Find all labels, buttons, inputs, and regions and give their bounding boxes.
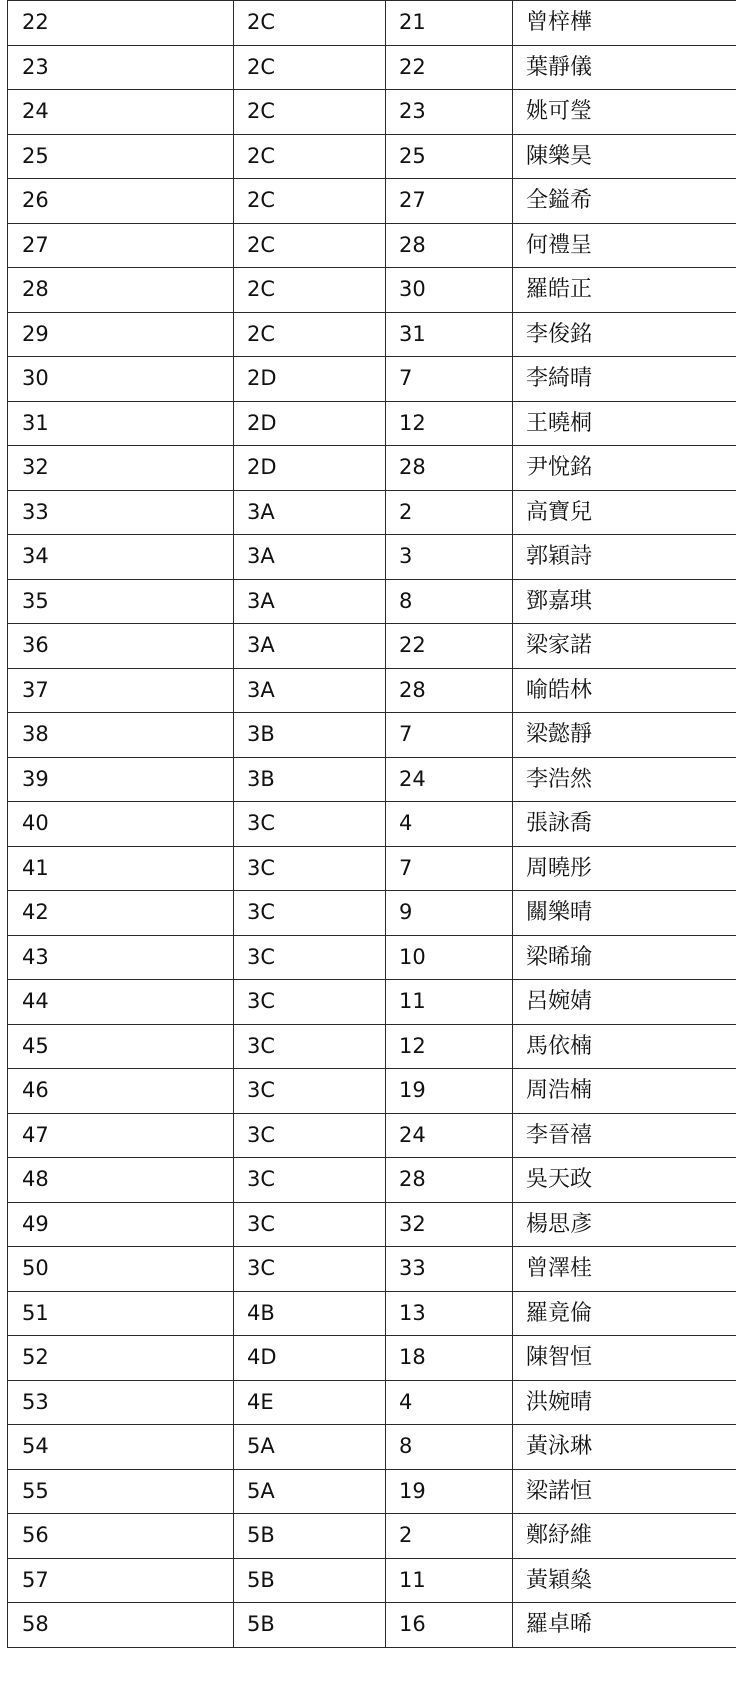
table-row (8, 935, 736, 980)
class-cell: 3C (234, 802, 386, 847)
row-number-cell: 23 (8, 45, 234, 90)
table-row (8, 1514, 736, 1559)
class-cell: 4E (234, 1380, 386, 1425)
table-row (8, 45, 736, 90)
row-number-cell: 49 (8, 1202, 234, 1247)
class-cell: 3B (234, 757, 386, 802)
class-number-cell: 2 (386, 490, 513, 535)
class-cell: 2C (234, 45, 386, 90)
class-number-cell: 31 (386, 312, 513, 357)
row-number-cell: 36 (8, 624, 234, 669)
student-name-cell: 關樂晴 (513, 891, 736, 936)
table-row (8, 357, 736, 402)
table-row (8, 1336, 736, 1381)
student-name-cell: 梁晞瑜 (513, 935, 736, 980)
class-number-cell: 28 (386, 668, 513, 713)
class-cell: 3C (234, 1247, 386, 1292)
table-row (8, 757, 736, 802)
class-number-cell: 30 (386, 268, 513, 313)
class-number-cell: 28 (386, 446, 513, 491)
class-cell: 5A (234, 1425, 386, 1470)
class-number-cell: 22 (386, 45, 513, 90)
table-row (8, 1469, 736, 1514)
row-number-cell: 30 (8, 357, 234, 402)
student-table (7, 0, 736, 1648)
row-number-cell: 54 (8, 1425, 234, 1470)
row-number-cell: 28 (8, 268, 234, 313)
class-cell: 3C (234, 1202, 386, 1247)
row-number-cell: 32 (8, 446, 234, 491)
student-name-cell: 張詠喬 (513, 802, 736, 847)
class-cell: 3A (234, 624, 386, 669)
student-name-cell: 郭穎詩 (513, 535, 736, 580)
row-number-cell: 45 (8, 1024, 234, 1069)
table-row (8, 1202, 736, 1247)
student-name-cell: 何禮呈 (513, 223, 736, 268)
row-number-cell: 41 (8, 846, 234, 891)
table-row (8, 446, 736, 491)
student-name-cell: 周曉彤 (513, 846, 736, 891)
class-cell: 3A (234, 668, 386, 713)
student-name-cell: 梁諾恒 (513, 1469, 736, 1514)
student-name-cell: 鄧嘉琪 (513, 579, 736, 624)
row-number-cell: 24 (8, 90, 234, 135)
table-row (8, 1291, 736, 1336)
class-number-cell: 19 (386, 1469, 513, 1514)
class-number-cell: 7 (386, 713, 513, 758)
student-name-cell: 曾澤桂 (513, 1247, 736, 1292)
student-name-cell: 李浩然 (513, 757, 736, 802)
table-row (8, 802, 736, 847)
class-cell: 3A (234, 535, 386, 580)
row-number-cell: 26 (8, 179, 234, 224)
student-name-cell: 李綺晴 (513, 357, 736, 402)
student-name-cell: 梁家諾 (513, 624, 736, 669)
class-number-cell: 7 (386, 357, 513, 402)
class-number-cell: 28 (386, 1158, 513, 1203)
class-number-cell: 32 (386, 1202, 513, 1247)
row-number-cell: 46 (8, 1069, 234, 1114)
class-cell: 2C (234, 312, 386, 357)
row-number-cell: 50 (8, 1247, 234, 1292)
student-name-cell: 鄭紓維 (513, 1514, 736, 1559)
row-number-cell: 37 (8, 668, 234, 713)
table-row (8, 1, 736, 46)
row-number-cell: 22 (8, 1, 234, 46)
class-number-cell: 13 (386, 1291, 513, 1336)
student-name-cell: 黃穎燊 (513, 1558, 736, 1603)
class-cell: 3C (234, 935, 386, 980)
table-row (8, 312, 736, 357)
student-name-cell: 梁懿靜 (513, 713, 736, 758)
class-cell: 2C (234, 134, 386, 179)
student-name-cell: 葉靜儀 (513, 45, 736, 90)
row-number-cell: 53 (8, 1380, 234, 1425)
table-row (8, 1247, 736, 1292)
student-name-cell: 曾梓樺 (513, 1, 736, 46)
row-number-cell: 52 (8, 1336, 234, 1381)
class-cell: 2C (234, 90, 386, 135)
table-row (8, 1603, 736, 1648)
student-name-cell: 楊思彥 (513, 1202, 736, 1247)
student-name-cell: 李晉禧 (513, 1113, 736, 1158)
class-cell: 2C (234, 179, 386, 224)
class-cell: 3B (234, 713, 386, 758)
table-row (8, 980, 736, 1025)
class-cell: 4D (234, 1336, 386, 1381)
class-cell: 3A (234, 490, 386, 535)
class-number-cell: 28 (386, 223, 513, 268)
row-number-cell: 55 (8, 1469, 234, 1514)
class-number-cell: 2 (386, 1514, 513, 1559)
class-cell: 3C (234, 891, 386, 936)
class-number-cell: 3 (386, 535, 513, 580)
class-number-cell: 4 (386, 802, 513, 847)
class-cell: 3C (234, 1158, 386, 1203)
class-number-cell: 24 (386, 757, 513, 802)
table-row (8, 1158, 736, 1203)
class-number-cell: 25 (386, 134, 513, 179)
student-table-body (8, 1, 736, 1648)
student-name-cell: 陳樂昊 (513, 134, 736, 179)
student-name-cell: 尹悅銘 (513, 446, 736, 491)
class-cell: 3C (234, 1069, 386, 1114)
student-name-cell: 羅竟倫 (513, 1291, 736, 1336)
class-number-cell: 23 (386, 90, 513, 135)
student-name-cell: 王曉桐 (513, 401, 736, 446)
class-cell: 5B (234, 1514, 386, 1559)
class-number-cell: 12 (386, 1024, 513, 1069)
class-number-cell: 11 (386, 980, 513, 1025)
table-row (8, 1069, 736, 1114)
table-row (8, 535, 736, 580)
student-name-cell: 洪婉晴 (513, 1380, 736, 1425)
student-name-cell: 羅卓晞 (513, 1603, 736, 1648)
class-cell: 2C (234, 1, 386, 46)
class-cell: 5B (234, 1558, 386, 1603)
table-row (8, 713, 736, 758)
table-row (8, 891, 736, 936)
class-number-cell: 4 (386, 1380, 513, 1425)
student-name-cell: 羅皓正 (513, 268, 736, 313)
row-number-cell: 34 (8, 535, 234, 580)
table-row (8, 90, 736, 135)
row-number-cell: 58 (8, 1603, 234, 1648)
class-number-cell: 11 (386, 1558, 513, 1603)
row-number-cell: 29 (8, 312, 234, 357)
row-number-cell: 51 (8, 1291, 234, 1336)
student-name-cell: 姚可瑩 (513, 90, 736, 135)
class-cell: 4B (234, 1291, 386, 1336)
student-name-cell: 李俊銘 (513, 312, 736, 357)
table-row (8, 223, 736, 268)
row-number-cell: 56 (8, 1514, 234, 1559)
class-cell: 3C (234, 1113, 386, 1158)
row-number-cell: 33 (8, 490, 234, 535)
row-number-cell: 47 (8, 1113, 234, 1158)
student-name-cell: 呂婉婧 (513, 980, 736, 1025)
class-number-cell: 24 (386, 1113, 513, 1158)
student-name-cell: 陳智恒 (513, 1336, 736, 1381)
student-name-cell: 高寶兒 (513, 490, 736, 535)
class-cell: 5A (234, 1469, 386, 1514)
class-number-cell: 12 (386, 401, 513, 446)
class-number-cell: 27 (386, 179, 513, 224)
row-number-cell: 57 (8, 1558, 234, 1603)
class-number-cell: 18 (386, 1336, 513, 1381)
row-number-cell: 25 (8, 134, 234, 179)
student-name-cell: 全鎰希 (513, 179, 736, 224)
table-row (8, 579, 736, 624)
table-row (8, 1024, 736, 1069)
class-cell: 3C (234, 1024, 386, 1069)
class-number-cell: 9 (386, 891, 513, 936)
class-cell: 2D (234, 446, 386, 491)
row-number-cell: 40 (8, 802, 234, 847)
student-name-cell: 馬依楠 (513, 1024, 736, 1069)
class-cell: 3C (234, 980, 386, 1025)
row-number-cell: 42 (8, 891, 234, 936)
class-number-cell: 10 (386, 935, 513, 980)
class-cell: 2C (234, 223, 386, 268)
table-row (8, 668, 736, 713)
table-row (8, 1425, 736, 1470)
row-number-cell: 39 (8, 757, 234, 802)
table-row (8, 134, 736, 179)
student-name-cell: 周浩楠 (513, 1069, 736, 1114)
table-row (8, 1380, 736, 1425)
row-number-cell: 48 (8, 1158, 234, 1203)
table-row (8, 846, 736, 891)
class-number-cell: 7 (386, 846, 513, 891)
class-number-cell: 16 (386, 1603, 513, 1648)
row-number-cell: 31 (8, 401, 234, 446)
table-row (8, 490, 736, 535)
class-number-cell: 33 (386, 1247, 513, 1292)
class-number-cell: 19 (386, 1069, 513, 1114)
class-number-cell: 21 (386, 1, 513, 46)
class-cell: 2C (234, 268, 386, 313)
student-name-cell: 吳天政 (513, 1158, 736, 1203)
row-number-cell: 27 (8, 223, 234, 268)
class-cell: 3C (234, 846, 386, 891)
class-number-cell: 22 (386, 624, 513, 669)
student-name-cell: 黃泳琳 (513, 1425, 736, 1470)
table-row (8, 401, 736, 446)
class-number-cell: 8 (386, 579, 513, 624)
class-cell: 2D (234, 357, 386, 402)
class-cell: 3A (234, 579, 386, 624)
class-number-cell: 8 (386, 1425, 513, 1470)
table-row (8, 1558, 736, 1603)
class-cell: 2D (234, 401, 386, 446)
table-row (8, 624, 736, 669)
row-number-cell: 38 (8, 713, 234, 758)
row-number-cell: 44 (8, 980, 234, 1025)
class-cell: 5B (234, 1603, 386, 1648)
table-row (8, 1113, 736, 1158)
table-row (8, 179, 736, 224)
table-row (8, 268, 736, 313)
row-number-cell: 43 (8, 935, 234, 980)
row-number-cell: 35 (8, 579, 234, 624)
student-name-cell: 喻皓林 (513, 668, 736, 713)
